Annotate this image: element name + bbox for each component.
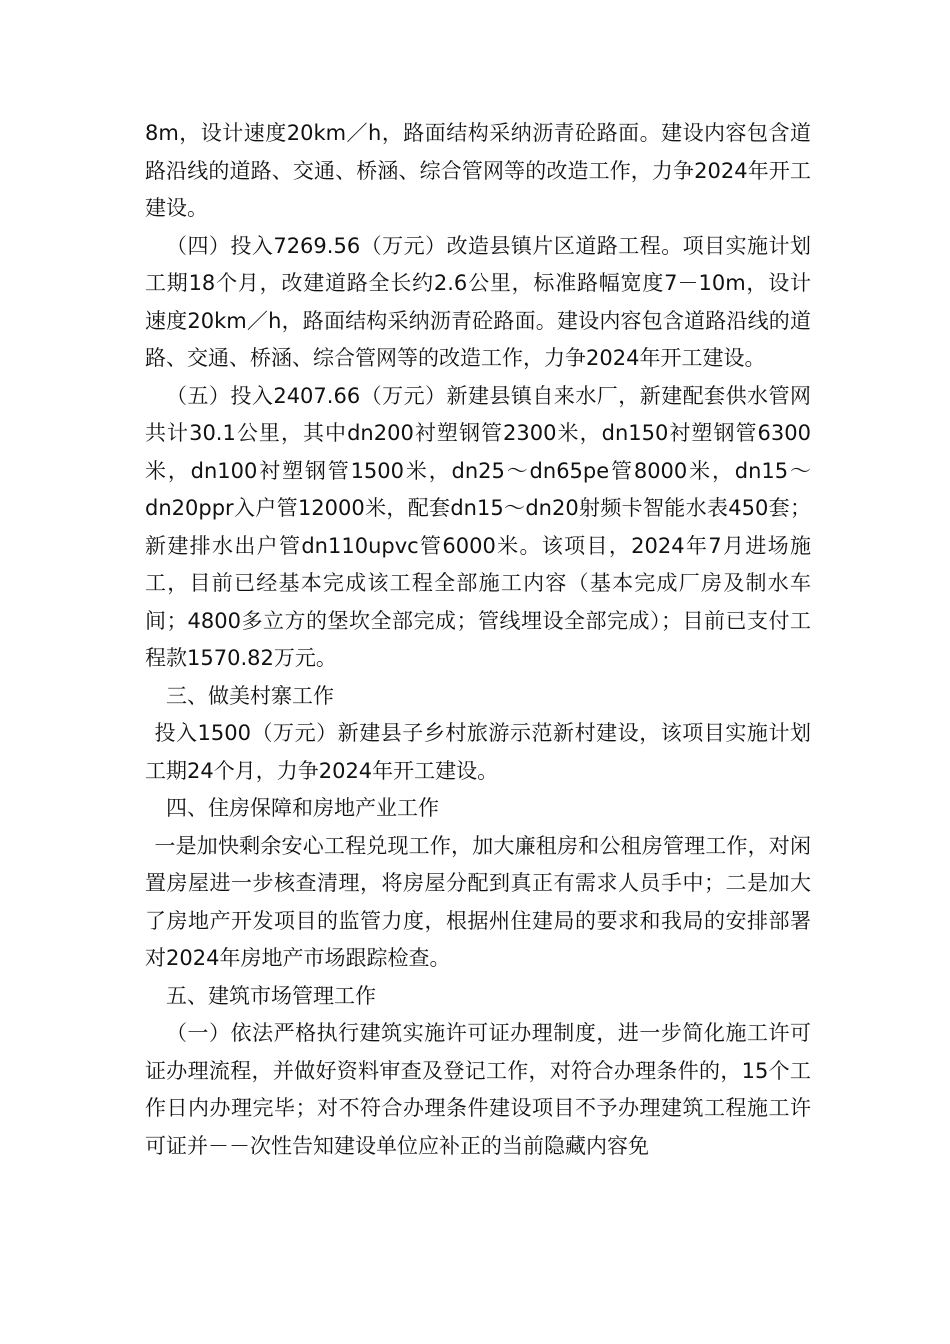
paragraph-road-continuation: 8m，设计速度20km／h，路面结构采纳沥青砼路面。建设内容包含道路沿线的道路、交通、桥涵、综合管网等的改造工作，力争2024年开工建设。 [145,121,811,220]
section-heading-housing: 四、住房保障和房地产业工作 [166,796,439,820]
paragraph-item-four: （四）投入7269.56（万元）改造县镇片区道路工程。项目实施计划工期18个月，改建道路全长约2.6公里，标准路幅宽度7－10m，设计速度20km／h，路面结构采纳沥青砼路面。建设内容包含道路沿线的道路、交通、桥涵、综合管网等的改造工作，力争2024年开工建设。 [145,233,811,370]
section-heading-construction-market: 五、建筑市场管理工作 [166,983,376,1008]
paragraph-item-five: （五）投入2407.66（万元）新建县镇自来水厂，新建配套供水管网共计30.1公里，其中dn200衬塑钢管2300米，dn150衬塑钢管6300米，dn100衬塑钢管1500米，dn25～dn65pe管8000米，dn15～dn20ppr入户管12000米，配套dn15～dn20射频卡智能水表450套；新建排水出户管dn110upvc管6000米。该项目，2024年7月进场施工，目前已经基本完成该工程全部施工内容（基本完成厂房及制水车间；4800多立方的堡坎全部完成；管线埋设全部完成）；目前已支付工程款1570.82万元。 [145,383,811,670]
paragraph-housing: 一是加快剩余安心工程兑现工作，加大廉租房和公租房管理工作，对闲置房屋进一步核查清理，将房屋分配到真正有需求人员手中；二是加大了房地产开发项目的监管力度，根据州住建局的要求和我局的安排部署对2024年房地产市场跟踪检查。 [145,833,811,970]
document-body [145,115,811,1165]
section-heading-village: 三、做美村寨工作 [166,683,334,708]
paragraph-village-investment: 投入1500（万元）新建县子乡村旅游示范新村建设，该项目实施计划工期24个月，力争2024年开工建设。 [145,721,811,783]
paragraph-permit: （一）依法严格执行建筑实施许可证办理制度，进一步简化施工许可证办理流程，并做好资料审查及登记工作，对符合办理条件的，15个工作日内办理完毕；对不符合办理条件建设项目不予办理建筑工程施工许可证并－－次性告知建设单位应补正的当前隐藏内容免 [145,1021,811,1158]
